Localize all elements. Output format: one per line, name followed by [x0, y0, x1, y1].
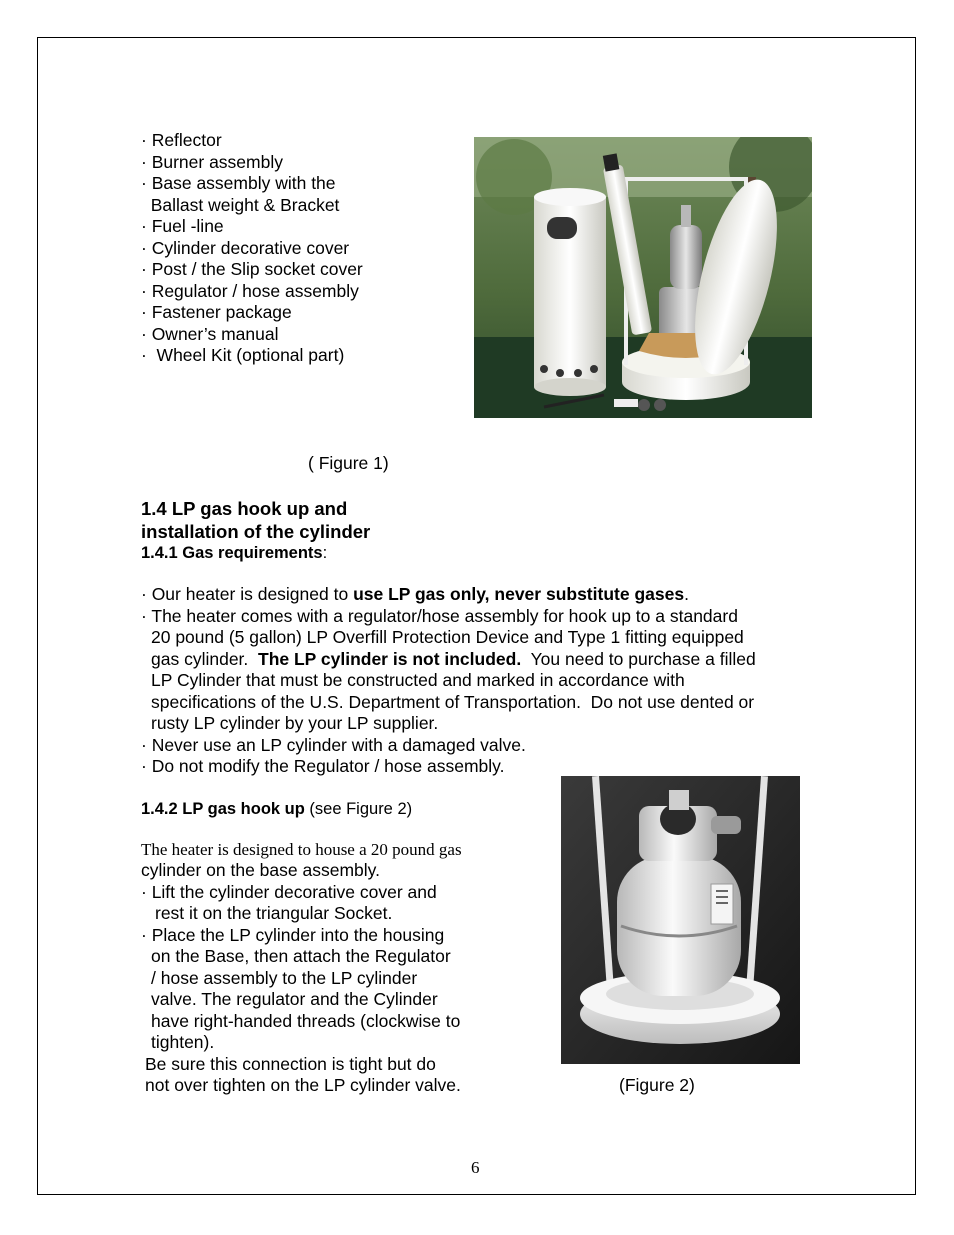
gas-requirement-2-line-4: LP Cylinder that must be constructed and marked in accordance with	[151, 670, 685, 690]
parts-list-item: Ballast weight & Bracket	[141, 194, 340, 215]
hookup-step-2-line-4: valve. The regulator and the Cylinder	[151, 989, 438, 1009]
parts-list-item: · Reflector	[141, 130, 222, 150]
section-1-4-1-heading-text: 1.4.1 Gas requirements	[141, 544, 323, 562]
figure-1-photo	[474, 137, 812, 418]
parts-list-item: · Base assembly with the	[141, 173, 336, 193]
section-1-4-2-heading-ref: (see Figure 2)	[304, 800, 413, 818]
gas-requirement-1-emphasis: use LP gas only, never substitute gases	[353, 584, 685, 604]
parts-list-item: · Owner’s manual	[141, 323, 279, 344]
parts-list-item: · Burner assembly	[141, 151, 283, 172]
hookup-step-2-line-2: on the Base, then attach the Regulator	[151, 946, 451, 966]
figure-2-caption: (Figure 2)	[619, 1075, 695, 1095]
hookup-step-2-line-1: · Place the LP cylinder into the housing	[141, 925, 445, 945]
section-1-4-2-heading	[141, 799, 412, 821]
hookup-intro-line-1: The heater is designed to house a 20 pound gas	[141, 840, 462, 859]
gas-requirement-1-pre: · Our heater is designed to	[141, 584, 354, 604]
parts-list-item: · Fastener package	[141, 302, 292, 322]
hookup-note-line-2: not over tighten on the LP cylinder valve.	[145, 1075, 461, 1095]
gas-requirement-2-line-3	[151, 649, 756, 671]
gas-requirement-2-line-3-pre: gas cylinder.	[151, 649, 258, 669]
figure-1-caption: ( Figure 1)	[308, 453, 389, 473]
gas-requirement-3: · Never use an LP cylinder with a damaged valve.	[141, 735, 526, 755]
section-1-4-2-heading-text: 1.4.2 LP gas hook up	[141, 800, 305, 818]
parts-list-item: · Cylinder decorative cover	[141, 237, 350, 258]
gas-requirement-1	[141, 584, 689, 606]
gas-requirement-1-post: .	[684, 584, 689, 604]
hookup-intro-line-2: cylinder on the base assembly.	[141, 860, 380, 880]
hookup-step-2-line-3: / hose assembly to the LP cylinder	[151, 968, 418, 988]
section-1-4-1-heading-colon: :	[322, 544, 328, 562]
hookup-step-2-line-5: have right-handed threads (clockwise to	[151, 1011, 461, 1031]
gas-requirement-2-line-5: specifications of the U.S. Department of Transportation. Do not use dented or	[151, 692, 755, 712]
hookup-step-1-line-1: · Lift the cylinder decorative cover and	[141, 882, 437, 902]
hookup-step-2-line-6: tighten).	[151, 1032, 215, 1052]
hookup-note-line-1: Be sure this connection is tight but do	[145, 1054, 436, 1074]
gas-requirement-2-line-3-post: You need to purchase a filled	[521, 649, 756, 669]
gas-requirement-4: · Do not modify the Regulator / hose assembly.	[141, 756, 505, 776]
parts-list-item: · Regulator / hose assembly	[141, 280, 359, 301]
parts-list	[141, 130, 363, 367]
figure-2-photo	[561, 776, 800, 1064]
parts-list-item: · Wheel Kit (optional part)	[141, 345, 345, 365]
parts-list-item: · Post / the Slip socket cover	[141, 259, 363, 279]
section-1-4-1-heading	[141, 543, 327, 565]
cylinder-not-included-notice: The LP cylinder is not included.	[258, 649, 522, 669]
parts-list-item: · Fuel -line	[141, 216, 224, 236]
section-1-4-title-line-1: 1.4 LP gas hook up and	[141, 498, 348, 519]
gas-requirement-2-line-1: · The heater comes with a regulator/hose assembly for hook up to a standard	[141, 606, 738, 626]
gas-requirement-2-line-6: rusty LP cylinder by your LP supplier.	[151, 713, 439, 733]
hookup-step-1-line-2: rest it on the triangular Socket.	[155, 903, 393, 923]
section-1-4-title-line-2: installation of the cylinder	[141, 521, 371, 542]
gas-requirement-2-line-2: 20 pound (5 gallon) LP Overfill Protection Device and Type 1 fitting equipped	[151, 627, 744, 647]
page-number: 6	[471, 1158, 480, 1177]
